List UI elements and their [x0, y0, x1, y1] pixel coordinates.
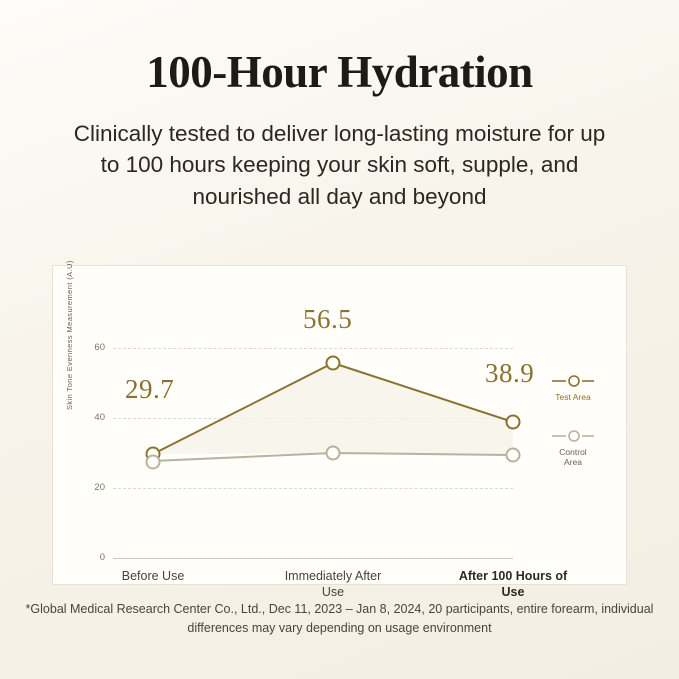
x-label-after-100-hours: After 100 Hours of Use [458, 569, 568, 599]
footnote: *Global Medical Research Center Co., Ltd., Dec 11, 2023 – Jan 8, 2024, 20 participants, entire forearm, individual differences may vary depending on usage environment [25, 602, 654, 635]
x-label-immediately-after-use: Immediately After Use [284, 569, 382, 599]
chart-inner [53, 260, 626, 599]
value-label-after100: 38.9 [485, 358, 535, 388]
control-marker-3 [507, 449, 520, 462]
value-label-before: 29.7 [125, 374, 175, 404]
control-marker-2 [327, 447, 340, 460]
legend-label-control-area-line1: Control [559, 446, 587, 457]
y-axis-title: Skin Tone Evenness Measurement (A.U) [65, 260, 74, 410]
legend-marker-control [550, 429, 596, 443]
legend-marker-test [550, 374, 596, 388]
legend-label-test-area: Test Area [555, 392, 591, 402]
test-marker-2 [327, 357, 340, 370]
x-label-before-use: Before Use [121, 569, 185, 583]
y-tick-20: 20 [94, 482, 105, 493]
y-tick-40: 40 [94, 412, 105, 423]
test-marker-3 [507, 416, 520, 429]
page-subtitle: Clinically tested to deliver long-lasting moisture for up to 100 hours keeping your skin soft, supple, and nourished all day and beyond [73, 120, 606, 210]
control-marker-1 [147, 456, 160, 469]
y-tick-60: 60 [94, 342, 105, 353]
legend-label-control-area-line2: Area [564, 457, 582, 468]
value-label-immediately: 56.5 [303, 304, 353, 334]
y-tick-0: 0 [99, 552, 105, 563]
test-area-fill [153, 363, 513, 454]
page-title: 100-Hour Hydration [146, 47, 533, 97]
legend-item-test-area [534, 374, 612, 403]
legend-item-control-area [534, 429, 612, 468]
chart-legend [534, 374, 612, 494]
chart-card [52, 260, 627, 599]
